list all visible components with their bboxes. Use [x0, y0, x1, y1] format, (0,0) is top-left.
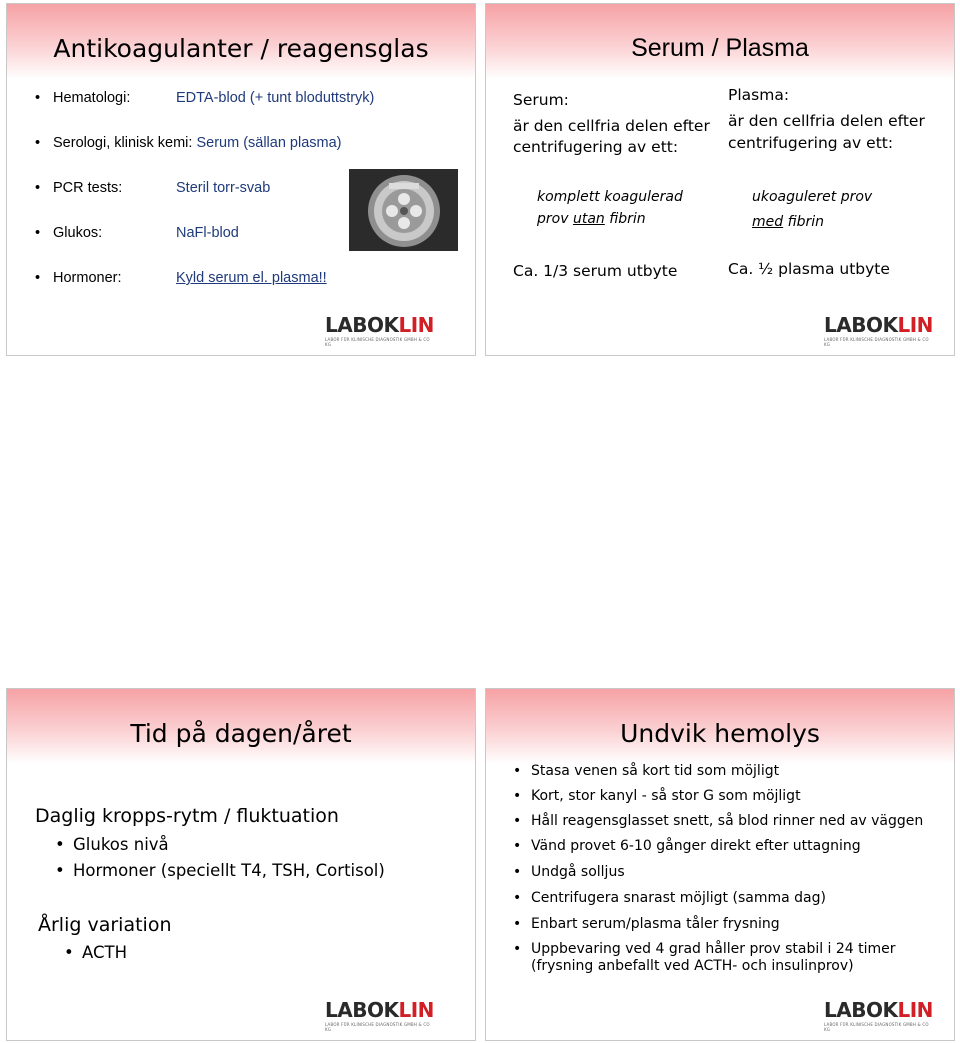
- tip-item: • Håll reagensglasset snett, så blod rinner ned av väggen: [531, 813, 923, 829]
- tip-item: • Uppbevaring ved 4 grad håller prov stabil i 24 timer: [531, 941, 896, 957]
- daily-heading: Daglig kropps-rytm / fluktuation: [35, 805, 339, 827]
- row-label: • Glukos:: [53, 225, 102, 241]
- serum-desc: prov utan fibrin: [537, 211, 646, 227]
- slide-serum-plasma: [485, 3, 955, 356]
- plasma-line: centrifugering av ett:: [728, 134, 894, 152]
- row-value: Kyld serum el. plasma!!: [176, 270, 327, 286]
- laboklin-logo: LABOKLIN LABOR FÜR KLINISCHE DIAGNOSTIK GMBH & CO KG: [824, 998, 933, 1032]
- plasma-heading: Plasma:: [728, 86, 790, 104]
- slide-title: Serum / Plasma: [631, 34, 809, 62]
- row-label: • Hematologi:: [53, 90, 130, 106]
- slide-title: Tid på dagen/året: [130, 719, 352, 748]
- slide-undvik-hemolys: [485, 688, 955, 1041]
- tip-item: • Undgå solljus: [531, 864, 625, 880]
- row-value: NaFl-blod: [176, 225, 239, 241]
- row-value: Steril torr-svab: [176, 180, 271, 196]
- laboklin-logo: LABOKLIN LABOR FÜR KLINISCHE DIAGNOSTIK GMBH & CO KG: [325, 313, 434, 347]
- tip-item-continuation: (frysning anbefallt ved ACTH- och insulinprov): [531, 958, 854, 974]
- centrifuge-photo: [349, 169, 458, 251]
- tip-item: • Vänd provet 6-10 gånger direkt efter uttagning: [531, 838, 861, 854]
- laboklin-logo: LABOKLIN LABOR FÜR KLINISCHE DIAGNOSTIK GMBH & CO KG: [325, 998, 434, 1032]
- row-label: • Serologi, klinisk kemi: Serum (sällan plasma): [53, 135, 342, 151]
- slide-antikoagulanter: [6, 3, 476, 356]
- serum-yield: Ca. 1/3 serum utbyte: [513, 262, 678, 280]
- tip-item: • Enbart serum/plasma tåler frysning: [531, 916, 780, 932]
- tip-item: • Centrifugera snarast möjligt (samma dag): [531, 890, 826, 906]
- yearly-heading: Årlig variation: [38, 914, 172, 936]
- daily-item: • Hormoner (speciellt T4, TSH, Cortisol): [73, 861, 385, 880]
- plasma-desc: med fibrin: [752, 214, 825, 230]
- slide-title: Antikoagulanter / reagensglas: [53, 34, 429, 63]
- slide-title: Undvik hemolys: [620, 719, 820, 748]
- yearly-item: • ACTH: [82, 943, 127, 962]
- laboklin-logo: LABOKLIN LABOR FÜR KLINISCHE DIAGNOSTIK GMBH & CO KG: [824, 313, 933, 347]
- row-label: • PCR tests:: [53, 180, 122, 196]
- plasma-desc: ukoaguleret prov: [752, 189, 873, 205]
- tip-item: • Kort, stor kanyl - så stor G som möjligt: [531, 788, 801, 804]
- tip-item: • Stasa venen så kort tid som möjligt: [531, 763, 779, 779]
- serum-line: är den cellfria delen efter: [513, 117, 710, 135]
- serum-desc: komplett koagulerad: [537, 189, 683, 205]
- row-value: EDTA-blod (+ tunt bloduttstryk): [176, 90, 375, 106]
- row-label: • Hormoner:: [53, 270, 122, 286]
- serum-line: centrifugering av ett:: [513, 138, 679, 156]
- serum-heading: Serum:: [513, 91, 569, 109]
- daily-item: • Glukos nivå: [73, 835, 169, 854]
- plasma-yield: Ca. ½ plasma utbyte: [728, 260, 890, 278]
- plasma-line: är den cellfria delen efter: [728, 112, 925, 130]
- slide-tid-pa-dagen: [6, 688, 476, 1041]
